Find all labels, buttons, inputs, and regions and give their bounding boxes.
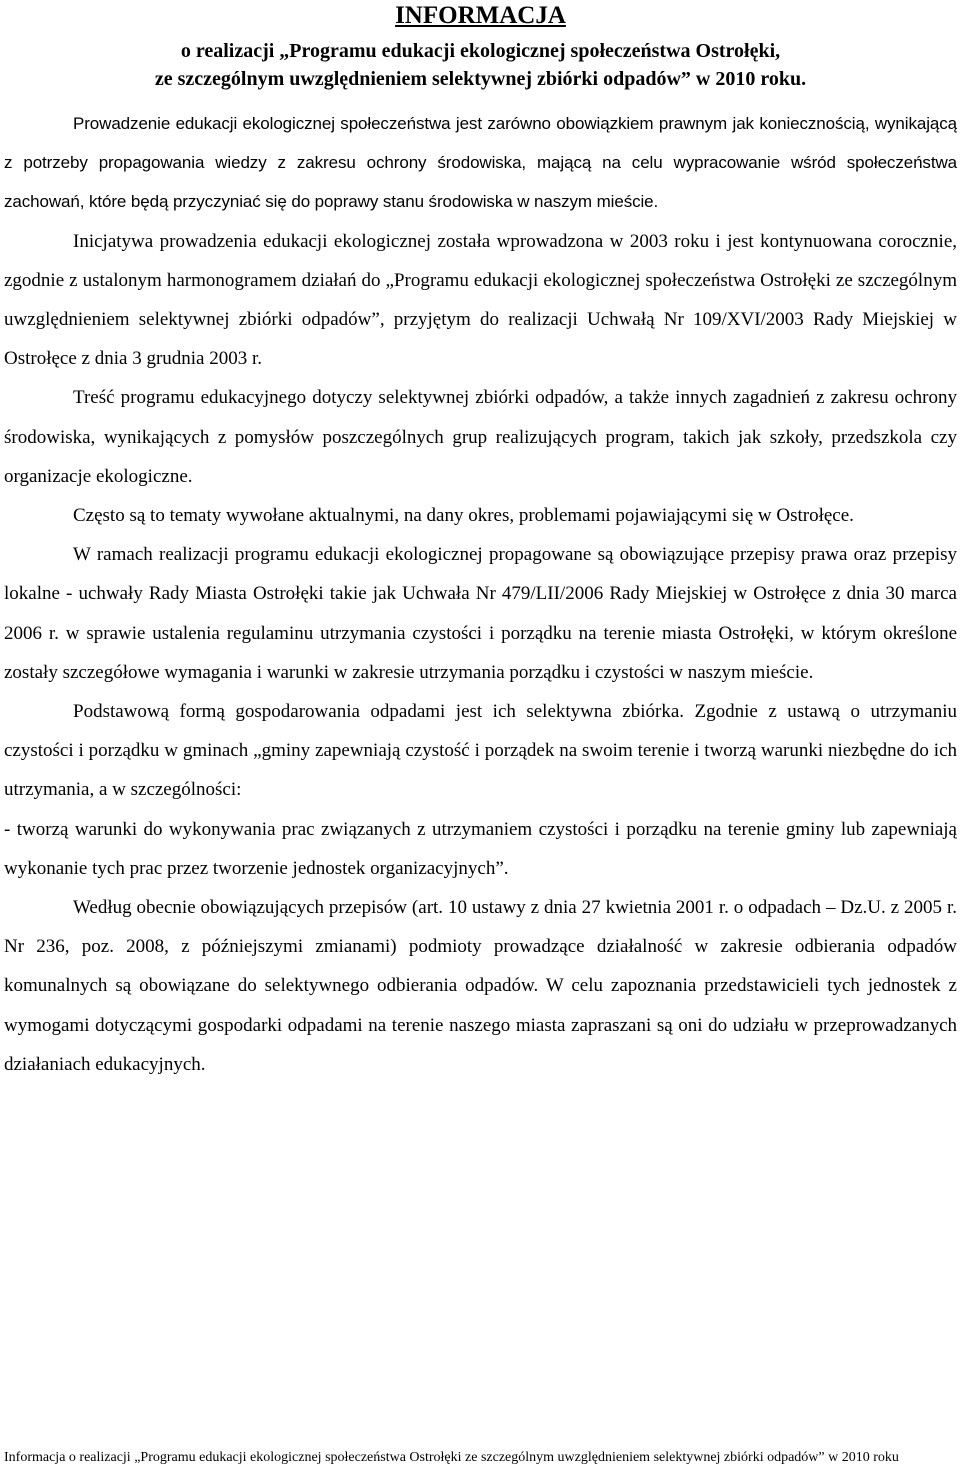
paragraph-5: W ramach realizacji programu edukacji ekologicznej propagowane są obowiązujące przepisy prawa oraz przepisy lokalne - uchwały Rady Miasta Ostrołęki takie jak Uchwała Nr 479/LII/2006 Rady Miejskiej w Ostrołęce z dnia 30 marca 2006 r. w sprawie ustalenia regulaminu utrzymania czystości i porządku na terenie miasta Ostrołęki, w którym określone zostały szczegółowe wymagania i warunki w zakresie utrzymania porządku i czystości w naszym mieście. — [4, 544, 957, 683]
paragraph-3: Treść programu edukacyjnego dotyczy selektywnej zbiórki odpadów, a także innych zagadnień z zakresu ochrony środowiska, wynikających z pomysłów poszczególnych grup realizujących program, takich jak szkoły, przedszkola czy organizacje ekologiczne. — [4, 387, 957, 487]
document-body — [4, 104, 957, 1084]
document-subtitle — [4, 37, 957, 93]
paragraph-2: Inicjatywa prowadzenia edukacji ekologicznej została wprowadzona w 2003 roku i jest kontynuowana corocznie, zgodnie z ustalonym harmonogramem działań do „Programu edukacji ekologicznej społeczeństwa Ostrołęki ze szczególnym uwzględnieniem selektywnej zbiórki odpadów”, przyjętym do realizacji Uchwałą Nr 109/XVI/2003 Rady Miejskiej w Ostrołęce z dnia 3 grudnia 2003 r. — [4, 230, 957, 370]
paragraph-7: - tworzą warunki do wykonywania prac związanych z utrzymaniem czystości i porządku na terenie gminy lub zapewniają wykonanie tych prac przez tworzenie jednostek organizacyjnych”. — [4, 818, 957, 879]
subtitle-line-2: ze szczególnym uwzględnieniem selektywnej zbiórki odpadów” w 2010 roku. — [154, 68, 807, 90]
paragraph-1: Prowadzenie edukacji ekologicznej społeczeństwa jest zarówno obowiązkiem prawnym jak koniecznością, wynikającą z potrzeby propagowania wiedzy z zakresu ochrony środowiska, mającą na celu wypracowanie wśród społeczeństwa zachowań, które będą przyczyniać się do poprawy stanu środowiska w naszym mieście. — [4, 114, 957, 212]
paragraph-4: Często są to tematy wywołane aktualnymi, na dany okres, problemami pojawiającymi się w Ostrołęce. — [73, 505, 854, 527]
paragraph-8: Według obecnie obowiązujących przepisów (art. 10 ustawy z dnia 27 kwietnia 2001 r. o odpadach – Dz.U. z 2005 r. Nr 236, poz. 2008, z późniejszymi zmianami) podmioty prowadzące działalność w zakresie odbierania odpadów komunalnych są obowiązane do selektywnego odbierania odpadów. W celu zapoznania przedstawicieli tych jednostek z wymogami dotyczącymi gospodarki odpadami na terenie naszego miasta zapraszani są oni do udziału w przeprowadzanych działaniach edukacyjnych. — [4, 897, 957, 1075]
document-page — [4, 0, 957, 1084]
document-title: INFORMACJA — [395, 2, 566, 29]
page-footer: Informacja o realizacji „Programu edukacji ekologicznej społeczeństwa Ostrołęki ze szczególnym uwzględnieniem selektywnej zbiórki odpadów” w 2010 roku — [4, 1450, 899, 1465]
subtitle-line-1: o realizacji „Programu edukacji ekologicznej społeczeństwa Ostrołęki, — [180, 40, 781, 62]
paragraph-6: Podstawową formą gospodarowania odpadami jest ich selektywna zbiórka. Zgodnie z ustawą o utrzymaniu czystości i porządku w gminach „gminy zapewniają czystość i porządek na swoim terenie i tworzą warunki niezbędne do ich utrzymania, a w szczególności: — [4, 701, 957, 801]
